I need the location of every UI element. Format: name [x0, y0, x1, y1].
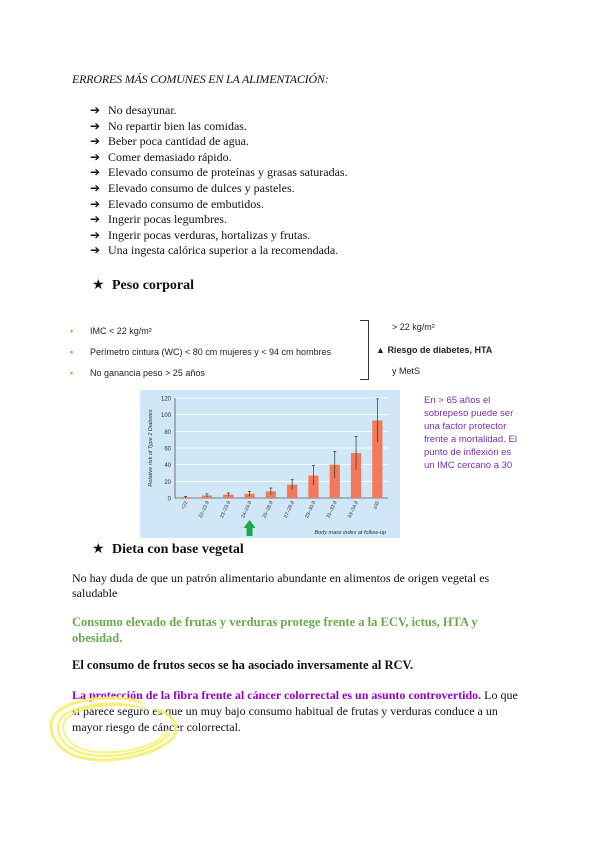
arrow-icon: ➔: [90, 134, 101, 149]
arrow-icon: ➔: [90, 212, 101, 227]
list-item: ➔ Ingerir pocas verduras, hortalizas y frutas.: [90, 227, 311, 242]
bmi-diabetes-chart: [140, 390, 400, 538]
up-arrow-icon: ▲: [376, 345, 385, 355]
figure-criteria-panel: [70, 318, 510, 390]
criteria-item: • Perímetro cintura (WC) < 80 cm mujeres y < 94 cm hombres: [70, 347, 332, 357]
x-tick-label: <22: [180, 500, 190, 511]
paragraph-fruits-vegetables: Consumo elevado de frutas y verduras protege frente a la ECV, ictus, HTA y obesidad.: [72, 615, 478, 645]
arrow-icon: ➔: [90, 227, 101, 242]
annotation-note: En > 65 años el sobrepeso puede ser una factor protector frente a mortalidad. El punto de inflexión es un IMC cercano a 30: [424, 395, 517, 471]
x-tick-label: 33–34.9: [346, 500, 360, 520]
x-tick-label: 23–23.9: [218, 500, 233, 520]
paragraph-plant-diet: No hay duda de que un patrón alimentario abundante en alimentos de origen vegetal es saludable: [72, 571, 490, 600]
list-item: ➔ Elevado consumo de proteínas y grasas saturadas.: [90, 165, 348, 180]
highlight-arrow-shaft: [247, 528, 253, 536]
arrow-icon: ➔: [90, 196, 101, 211]
paragraph-nuts: El consumo de frutos secos se ha asociado inversamente al RCV.: [72, 658, 414, 672]
list-item: ➔ Una ingesta calórica superior a la recomendada.: [90, 243, 339, 258]
bullet-dot-icon: •: [70, 368, 74, 378]
arrow-icon: ➔: [90, 149, 101, 164]
x-tick-label: 29–30.9: [304, 500, 318, 520]
star-icon: ★: [92, 278, 105, 293]
y-tick-label: 0: [167, 496, 171, 503]
section-heading-dieta: ★ Dieta con base vegetal: [92, 542, 244, 557]
x-axis-label: Body mass index at follow-up: [314, 530, 386, 536]
criteria-item: • IMC < 22 kg/m²: [70, 326, 152, 336]
list-item: ➔ Beber poca cantidad de agua.: [90, 134, 249, 149]
list-item: ➔ Comer demasiado rápido.: [90, 149, 232, 164]
errors-heading: ERRORES MÁS COMUNES EN LA ALIMENTACIÓN:: [72, 72, 329, 86]
errors-list: [90, 103, 348, 259]
list-item: ➔ No desayunar.: [90, 103, 177, 117]
y-tick-label: 80: [164, 429, 171, 436]
x-tick-label: ≥35: [372, 500, 382, 511]
list-item: ➔ Ingerir pocas legumbres.: [90, 212, 227, 227]
x-tick-label: 27–28.9: [282, 500, 296, 520]
y-tick-label: 20: [164, 479, 171, 486]
x-tick-label: 25–26.9: [261, 500, 275, 520]
x-tick-label: 31–32.9: [325, 500, 339, 520]
risk-threshold: > 22 kg/m²: [392, 322, 435, 332]
bullet-dot-icon: •: [70, 326, 74, 336]
x-tick-label: 22–22.9: [197, 500, 211, 520]
chart-svg: [140, 390, 400, 538]
risk-label: ▲ Riesgo de diabetes, HTA: [376, 345, 493, 355]
list-item: ➔ No repartir bien las comidas.: [90, 118, 247, 133]
y-tick-label: 120: [160, 396, 171, 403]
x-tick-label: 24–24.9: [240, 500, 254, 520]
y-axis-label: Relative risk of Type 2 Diabetes: [148, 409, 154, 487]
list-item: ➔ Elevado consumo de embutidos.: [90, 196, 264, 211]
fiber-highlight-text: La protección de la fibra frente al cáncer colorrectal es un asunto controvertido.: [72, 688, 482, 702]
y-tick-label: 60: [164, 446, 171, 453]
y-tick-label: 100: [160, 413, 171, 420]
bullet-dot-icon: •: [70, 347, 74, 357]
bracket-divider: [360, 320, 369, 380]
arrow-icon: ➔: [90, 118, 101, 133]
paragraph-fiber: La protección de la fibra frente al cáncer colorrectal es un asunto controvertido. Lo que sí parece seguro es que un muy bajo consumo habitual de frutas y verduras conduce a un mayor riesgo de cáncer colorrectal.: [72, 688, 518, 734]
section-heading-peso: ★ Peso corporal: [92, 278, 195, 293]
list-item: ➔ Elevado consumo de dulces y pasteles.: [90, 180, 295, 195]
arrow-icon: ➔: [90, 180, 101, 195]
arrow-icon: ➔: [90, 165, 101, 180]
highlight-up-arrow-icon: [244, 520, 256, 528]
arrow-icon: ➔: [90, 243, 101, 258]
arrow-icon: ➔: [90, 103, 101, 117]
star-icon: ★: [92, 542, 105, 557]
criteria-item: • No ganancia peso > 25 años: [70, 368, 205, 378]
y-tick-label: 40: [164, 463, 171, 470]
risk-label-mets: y MetS: [392, 366, 421, 376]
